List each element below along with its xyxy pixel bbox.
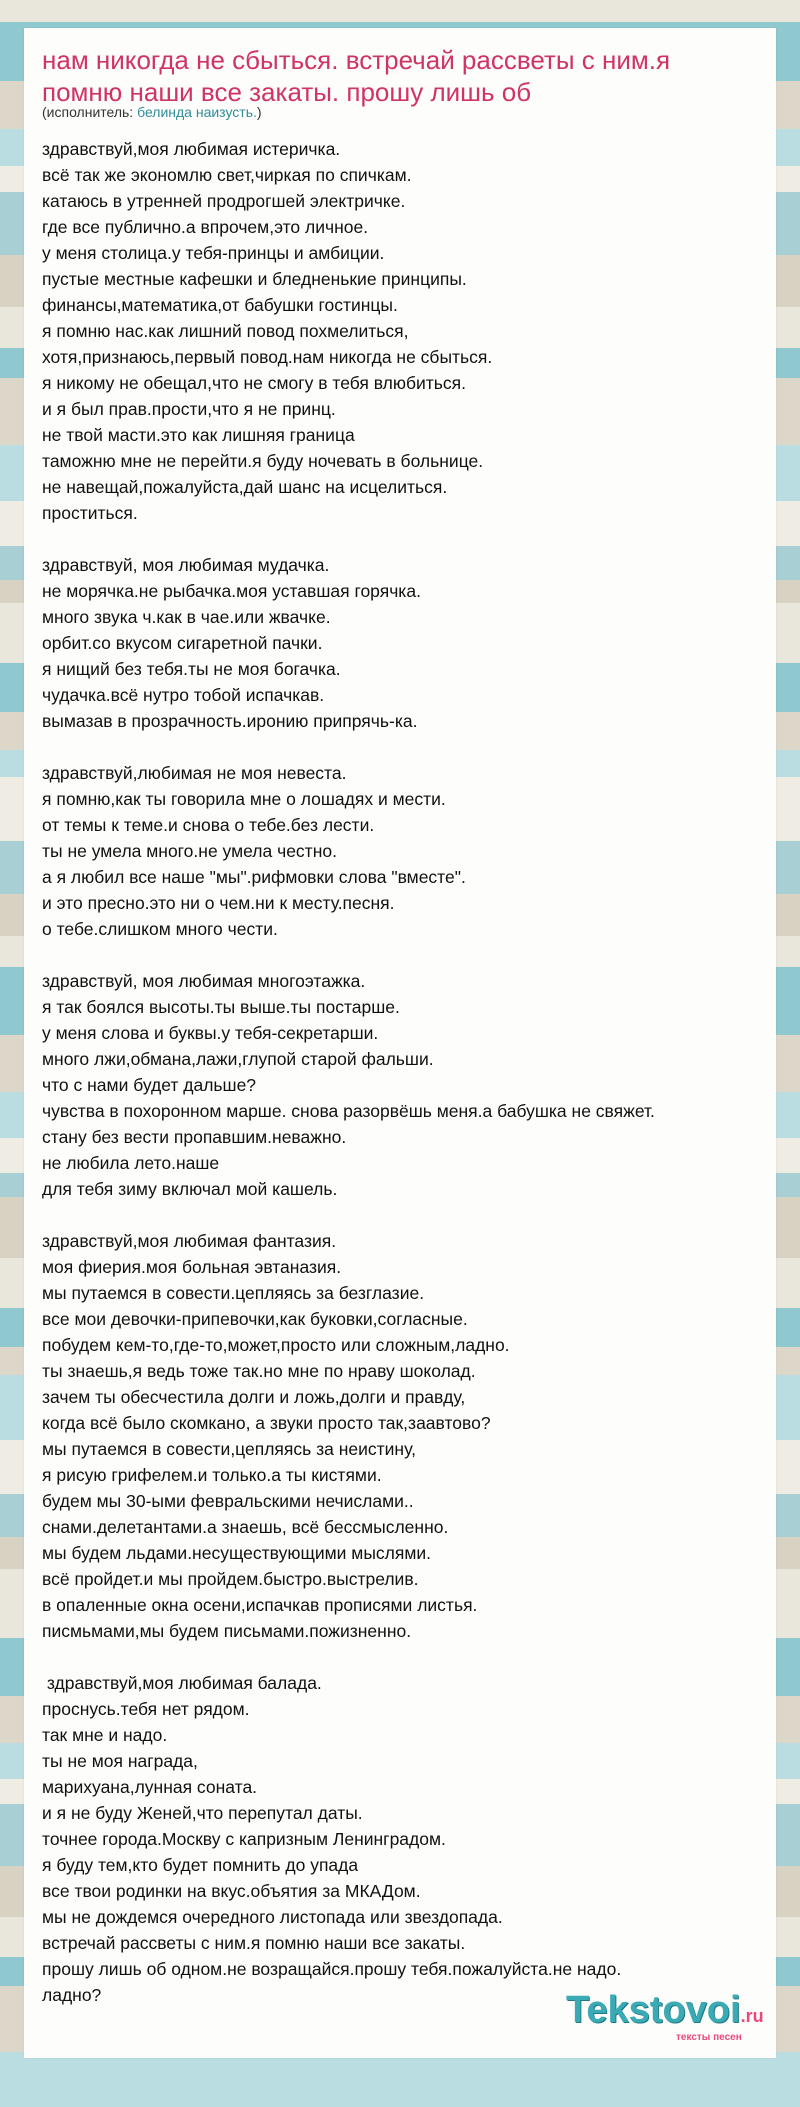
lyrics-stanza: [42, 760, 762, 942]
logo-tagline: тексты песен: [676, 2032, 742, 2043]
lyrics-line: что с нами будет дальше?: [42, 1075, 257, 1095]
lyrics-line: у меня слова и буквы.у тебя-секретарши.: [42, 1023, 379, 1043]
page-title: нам никогда не сбыться. встречай рассветы с ним.я помню наши все закаты. прошу лишь об: [42, 45, 671, 107]
lyrics-line: снами.делетантами.а знаешь, всё бессмысленно.: [42, 1517, 449, 1537]
lyrics-line: вымазав в прозрачность.иронию припрячь-ка.: [42, 711, 418, 731]
background-stripe: [0, 2052, 800, 2107]
performer-prefix: (исполнитель:: [42, 104, 138, 120]
lyrics-line: не морячка.не рыбачка.моя уставшая горячка.: [42, 581, 421, 601]
lyrics-line: здравствуй, моя любимая мудачка.: [42, 555, 330, 575]
lyrics-line: много лжи,обмана,лажи,глупой старой фальши.: [42, 1049, 434, 1069]
lyrics-body: [42, 136, 762, 2034]
lyrics-line: а я любил все наше "мы".рифмовки слова "вместе".: [42, 867, 466, 887]
lyrics-line: пустые местные кафешки и бледненькие принципы.: [42, 269, 467, 289]
background-stripe: [0, 0, 800, 22]
site-logo[interactable]: [566, 1990, 764, 2036]
lyrics-line: точнее города.Москву с капризным Ленинградом.: [42, 1829, 446, 1849]
lyrics-line: я буду тем,кто будет помнить до упада: [42, 1855, 359, 1875]
lyrics-line: ладно?: [42, 1985, 102, 2005]
lyrics-line: мы не дождемся очередного листопада или звездопада.: [42, 1907, 503, 1927]
lyrics-line: мы путаемся в совести.цепляясь за безглазие.: [42, 1283, 425, 1303]
lyrics-stanza: [42, 1228, 762, 1644]
lyrics-line: писмьмами,мы будем письмами.пожизненно.: [42, 1621, 412, 1641]
lyrics-line: чувства в похоронном марше. снова разорвёшь меня.а бабушка не свяжет.: [42, 1101, 655, 1121]
lyrics-line: здравствуй,любимая не моя невеста.: [42, 763, 347, 783]
lyrics-line: марихуана,лунная соната.: [42, 1777, 258, 1797]
lyrics-stanza: [42, 1670, 762, 2008]
lyrics-line: я помню,как ты говорила мне о лошадях и мести.: [42, 789, 446, 809]
lyrics-line: для тебя зиму включал мой кашель.: [42, 1179, 338, 1199]
lyrics-line: здравствуй,моя любимая балада.: [42, 1673, 322, 1693]
lyrics-line: когда всё было скомкано, а звуки просто так,заавтово?: [42, 1413, 491, 1433]
lyrics-line: прошу лишь об одном.не возращайся.прошу тебя.пожалуйста.не надо.: [42, 1959, 622, 1979]
lyrics-line: проснусь.тебя нет рядом.: [42, 1699, 250, 1719]
lyrics-line: все твои родинки на вкус.объятия за МКАДом.: [42, 1881, 421, 1901]
lyrics-line: я помню нас.как лишний повод похмелиться,: [42, 321, 409, 341]
lyrics-line: чудачка.всё нутро тобой испачкав.: [42, 685, 325, 705]
lyrics-line: всё пройдет.и мы пройдем.быстро.выстрелив.: [42, 1569, 419, 1589]
lyrics-line: будем мы 30-ыми февральскими нечислами..: [42, 1491, 414, 1511]
lyrics-line: где все публично.а впрочем,это личное.: [42, 217, 369, 237]
lyrics-line: у меня столица.у тебя-принцы и амбиции.: [42, 243, 385, 263]
lyrics-line: проститься.: [42, 503, 138, 523]
lyrics-line: не любила лето.наше: [42, 1153, 220, 1173]
lyrics-line: от темы к теме.и снова о тебе.без лести.: [42, 815, 375, 835]
lyrics-line: встречай рассветы с ним.я помню наши все закаты.: [42, 1933, 466, 1953]
lyrics-line: стану без вести пропавшим.неважно.: [42, 1127, 347, 1147]
lyrics-line: и это пресно.это ни о чем.ни к месту.песня.: [42, 893, 395, 913]
lyrics-line: так мне и надо.: [42, 1725, 168, 1745]
lyrics-line: ты не моя награда,: [42, 1751, 198, 1771]
lyrics-line: катаюсь в утренней продрогшей электричке.: [42, 191, 406, 211]
performer-link[interactable]: белинда наизусть.: [137, 104, 257, 120]
lyrics-line: и я не буду Женей,что перепутал даты.: [42, 1803, 363, 1823]
lyrics-stanza: [42, 136, 762, 526]
lyrics-line: мы путаемся в совести,цепляясь за неистину,: [42, 1439, 416, 1459]
lyrics-line: я рисую грифелем.и только.а ты кистями.: [42, 1465, 382, 1485]
lyrics-line: всё так же экономлю свет,чиркая по спичкам.: [42, 165, 412, 185]
logo-tld: .ru: [740, 2006, 764, 2026]
logo-name: Tekstovoi: [566, 1989, 741, 2031]
lyrics-line: и я был прав.прости,что я не принц.: [42, 399, 336, 419]
lyrics-line: не твой масти.это как лишняя граница: [42, 425, 355, 445]
lyrics-line: моя фиерия.моя больная эвтаназия.: [42, 1257, 342, 1277]
lyrics-line: орбит.со вкусом сигаретной пачки.: [42, 633, 323, 653]
lyrics-line: в опаленные окна осени,испачкав прописями листья.: [42, 1595, 478, 1615]
lyrics-line: много звука ч.как в чае.или жвачке.: [42, 607, 331, 627]
lyrics-line: здравствуй, моя любимая многоэтажка.: [42, 971, 366, 991]
lyrics-stanza: [42, 968, 762, 1202]
lyrics-line: хотя,признаюсь,первый повод.нам никогда не сбыться.: [42, 347, 493, 367]
lyrics-line: здравствуй,моя любимая истеричка.: [42, 139, 341, 159]
lyrics-line: ты знаешь,я ведь тоже так.но мне по нраву шоколад.: [42, 1361, 476, 1381]
lyrics-line: мы будем льдами.несуществующими мыслями.: [42, 1543, 431, 1563]
lyrics-line: я нищий без тебя.ты не моя богачка.: [42, 659, 341, 679]
lyrics-line: таможню мне не перейти.я буду ночевать в больнице.: [42, 451, 484, 471]
lyrics-line: зачем ты обесчестила долги и ложь,долги и правду,: [42, 1387, 466, 1407]
lyrics-line: финансы,математика,от бабушки гостинцы.: [42, 295, 398, 315]
lyrics-line: о тебе.слишком много чести.: [42, 919, 278, 939]
performer-line: [42, 104, 262, 120]
lyrics-line: ты не умела много.не умела честно.: [42, 841, 337, 861]
lyrics-line: я так боялся высоты.ты выше.ты постарше.: [42, 997, 400, 1017]
lyrics-line: не навещай,пожалуйста,дай шанс на исцелиться.: [42, 477, 448, 497]
lyrics-line: я никому не обещал,что не смогу в тебя влюбиться.: [42, 373, 466, 393]
lyrics-line: побудем кем-то,где-то,может,просто или сложным,ладно.: [42, 1335, 510, 1355]
lyrics-stanza: [42, 552, 762, 734]
lyrics-line: все мои девочки-припевочки,как буковки,согласные.: [42, 1309, 468, 1329]
performer-suffix: ): [256, 104, 262, 120]
lyrics-line: здравствуй,моя любимая фантазия.: [42, 1231, 337, 1251]
